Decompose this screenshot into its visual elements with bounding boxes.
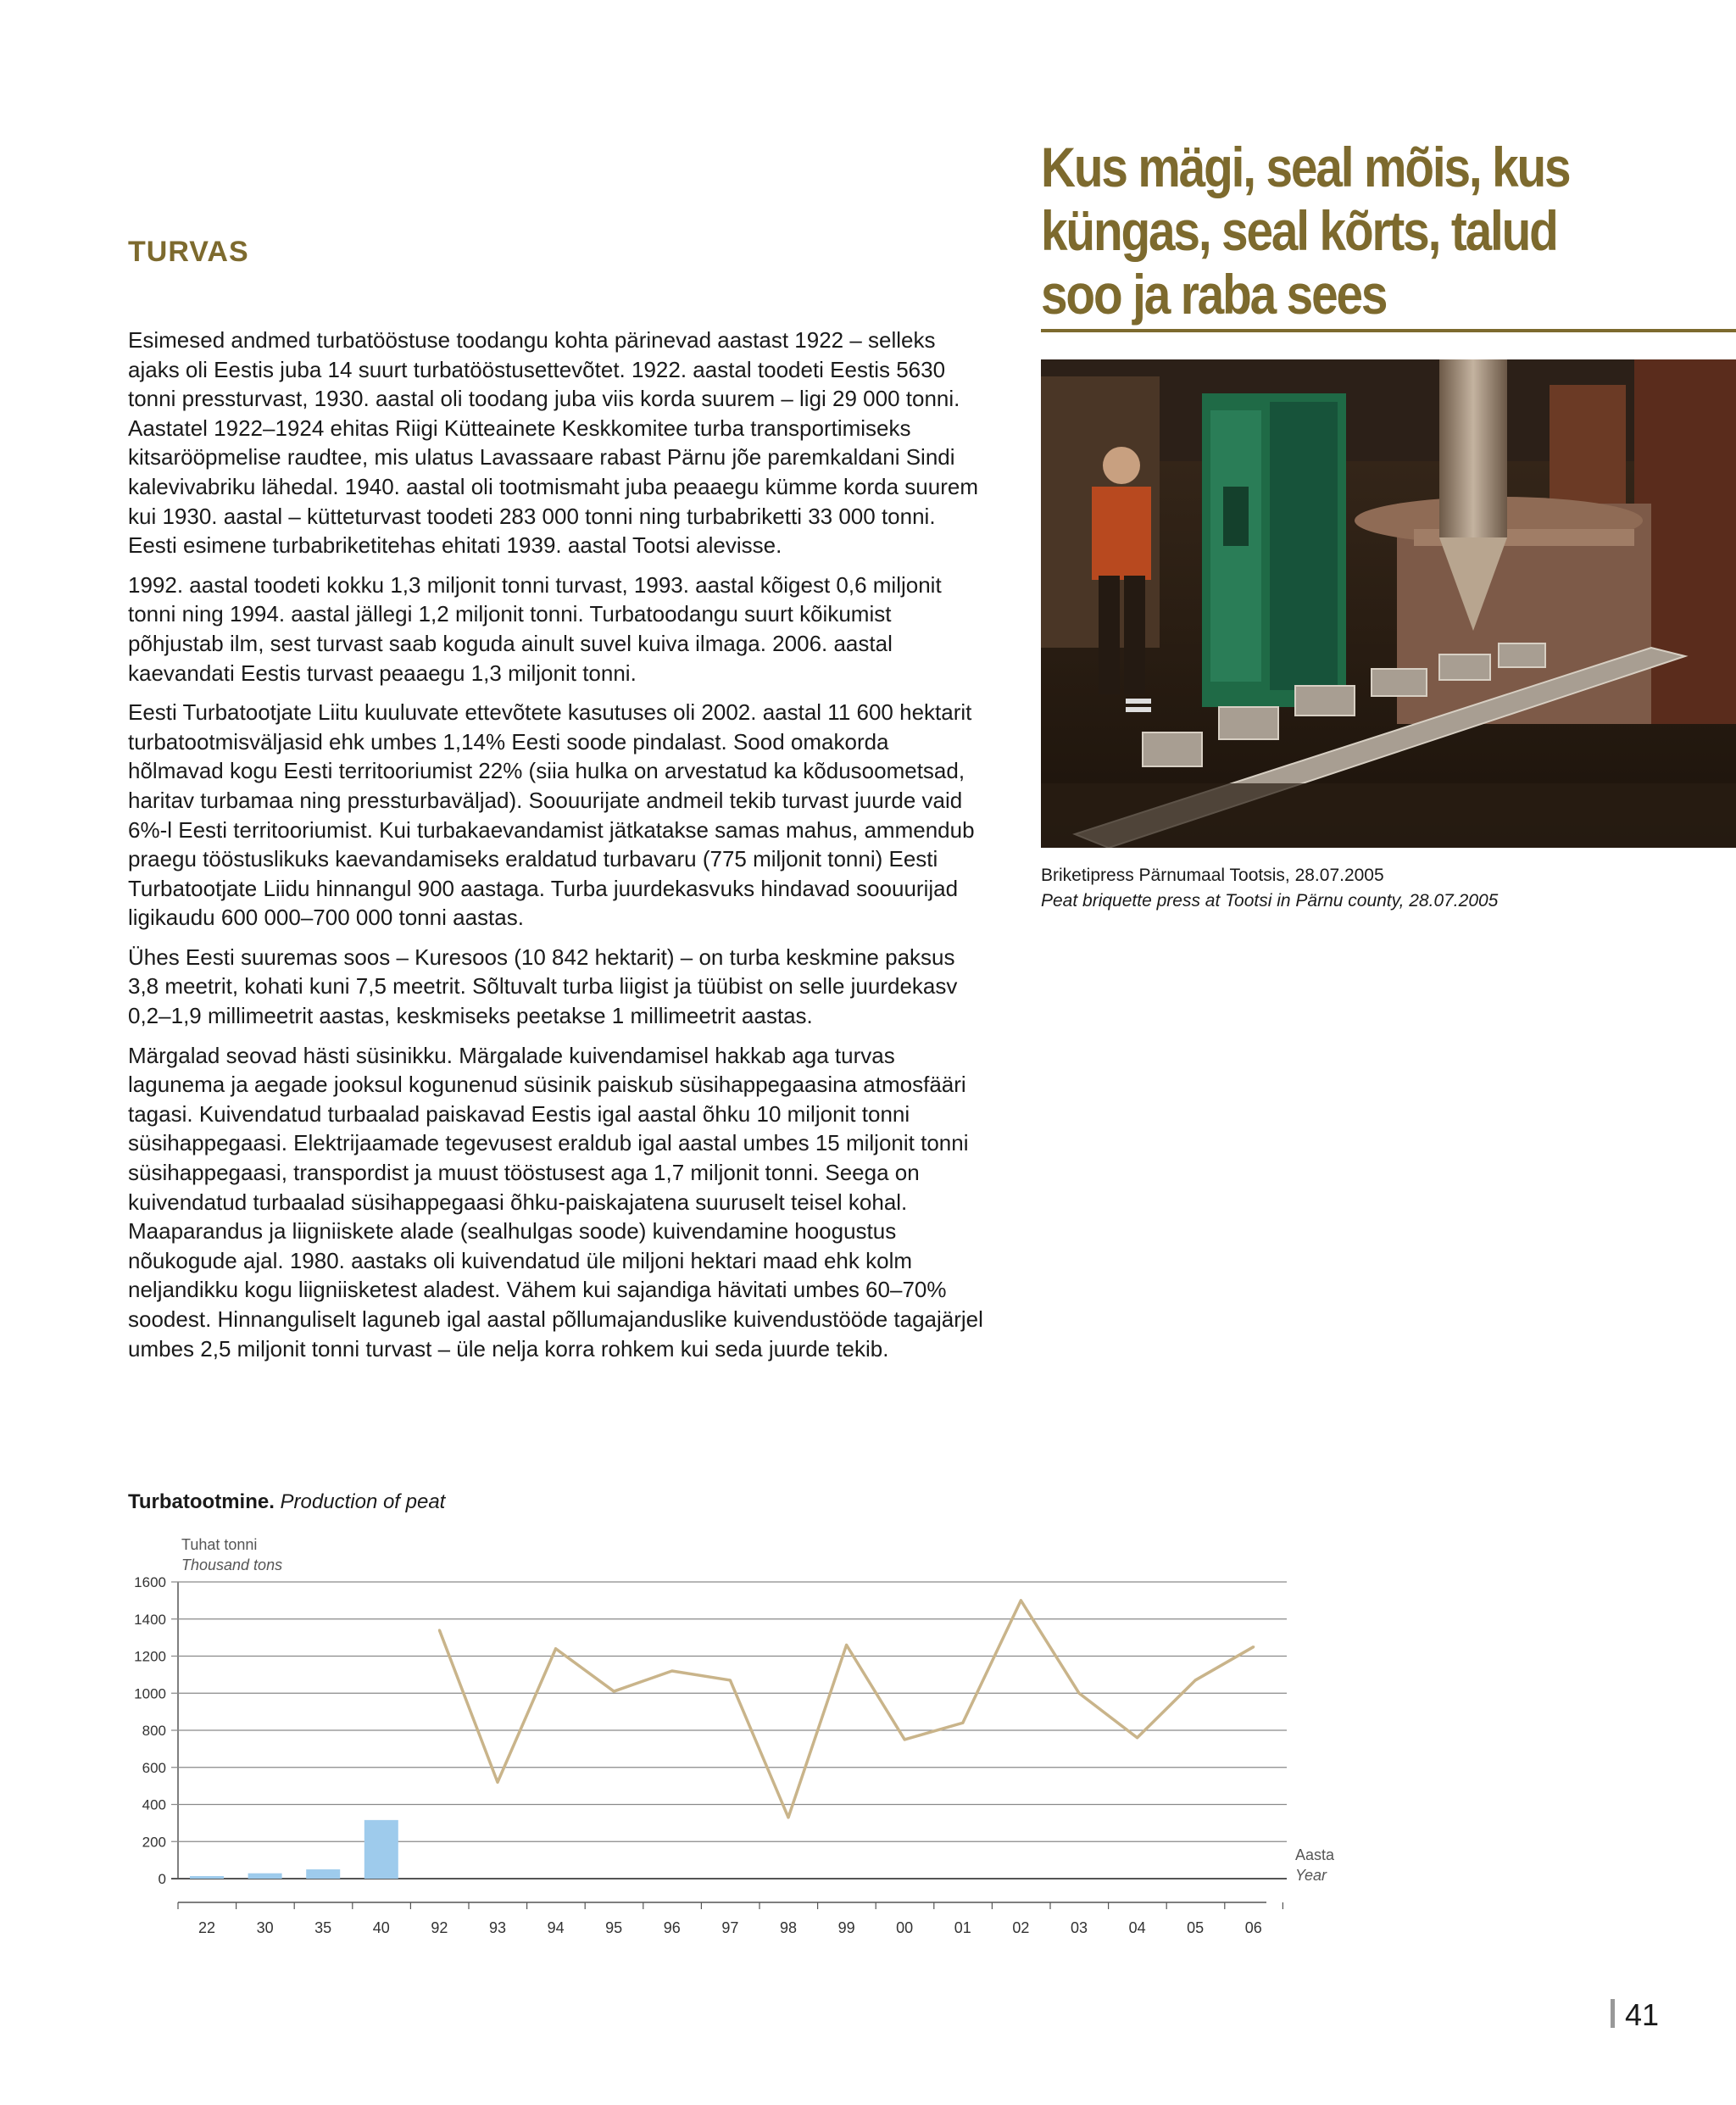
y-axis-label: Tuhat tonni [181, 1536, 258, 1553]
x-tick-label: 05 [1187, 1919, 1205, 1936]
x-axis-label-en: Year [1295, 1867, 1327, 1884]
x-tick-label: 04 [1128, 1919, 1146, 1936]
bar-22 [190, 1876, 224, 1879]
y-tick-label: 1000 [134, 1685, 166, 1702]
series-line [439, 1601, 1253, 1818]
y-axis-label-en: Thousand tons [181, 1556, 283, 1573]
caption-en: Peat briquette press at Tootsi in Pärnu county, 28.07.2005 [1041, 891, 1499, 910]
headline-rule [1041, 329, 1736, 332]
peat-production-chart [110, 1531, 1348, 1936]
headline: Kus mägi, seal mõis, kus küngas, seal kõrts, talud soo ja raba sees [1041, 136, 1570, 326]
chart-svg [110, 1531, 1348, 1936]
line-point-95 [613, 1690, 615, 1693]
x-tick-label: 03 [1070, 1919, 1088, 1936]
section-heading: TURVAS [128, 236, 249, 268]
x-tick-label: 95 [605, 1919, 623, 1936]
page-number-marker [1611, 1999, 1615, 2028]
x-tick-label: 22 [198, 1919, 216, 1936]
x-tick-label: 06 [1244, 1919, 1262, 1936]
y-tick-label: 1400 [134, 1611, 166, 1628]
x-tick-label: 01 [954, 1919, 971, 1936]
line-point-97 [729, 1679, 732, 1681]
paragraph: Märgalad seovad hästi süsinikku. Märgalade kuivendamisel hakkab aga turvas lagunema ja aegade jooksul kogunenud süsinik paiskub süsihappegaasina atmosfääri tagasi. Kuivendatud turbaalad paiskavad Eestis igal aastal õhku 10 miljonit tonni süsihappegaasi. Elektrijaamade tegevusest eraldub igal aastal umbes 15 miljonit tonni süsihappegaasi, transpordist ja muust tööstusest aga 1,7 miljonit tonni. Seega on kuivendatud turbaalad süsihappegaasi õhku-paiskajatena suuruselt teisel kohal. Maaparandus ja liigniiskete alade (sealhulgas soode) kuivendamine hoogustus nõukogude ajal. 1980. aastaks oli kuivendatud üle miljoni hektari maad ehk kolm neljandikku kogu liigniisketest aladest. Vähem kui sajandiga hävitati umbes 60–70% soodest. Hinnanguliselt laguneb igal aastal põllumajanduslike kuivendustööde tagajärjel umbes 2,5 miljonit tonni turvast – üle nelja korra rohkem kui seda juurde tekib. [128, 1042, 983, 1362]
chart-title-et: Turbatootmine. [128, 1490, 275, 1513]
bar-40 [364, 1820, 398, 1879]
line-point-93 [497, 1781, 499, 1784]
y-tick-label: 200 [142, 1834, 166, 1851]
x-tick-label: 99 [837, 1919, 855, 1936]
paragraph: 1992. aastal toodeti kokku 1,3 miljonit tonni turvast, 1993. aastal kõigest 0,6 miljonit tonni ning 1994. aastal jällegi 1,2 miljonit tonni. Turbatoodangu suurt kõikumist põhjustab ilm, sest turvast saab koguda ainult suvel kuiva ilmaga. 2006. aastal kaevandati Eestis turvast peaaegu 1,3 miljonit tonni. [128, 571, 942, 686]
line-point-98 [787, 1816, 790, 1818]
photo-caption [1041, 863, 1736, 914]
chart-title-en: Production of peat [280, 1490, 446, 1513]
x-tick-label: 98 [779, 1919, 798, 1936]
paragraph: Ühes Eesti suuremas soos – Kuresoos (10 842 hektarit) – on turba keskmine paksus 3,8 meetrit, kohati kuni 7,5 meetrit. Sõltuvalt turba liigist ja tüübist on selle juurdekasv 0,2–1,9 millimeetrit aastas, keskmiseks peetakse 1 millimeetrit aastas. [128, 944, 958, 1029]
y-tick-label: 800 [142, 1723, 166, 1739]
briquette-press-photo [1041, 359, 1736, 848]
line-point-96 [670, 1670, 673, 1673]
line-point-99 [845, 1644, 848, 1646]
y-tick-label: 600 [142, 1759, 166, 1776]
y-tick-label: 400 [142, 1796, 166, 1813]
caption-et: Briketipress Pärnumaal Tootsis, 28.07.2005 [1041, 866, 1384, 885]
line-point-05 [1194, 1679, 1197, 1681]
y-tick-label: 1200 [134, 1648, 166, 1665]
x-tick-label: 92 [431, 1919, 448, 1936]
x-tick-label: 40 [372, 1919, 390, 1936]
x-tick-label: 96 [663, 1919, 681, 1936]
bar-30 [248, 1874, 282, 1879]
x-axis-label: Aasta [1295, 1846, 1335, 1863]
line-point-03 [1078, 1692, 1081, 1695]
x-tick-label: 97 [721, 1919, 739, 1936]
x-tick-label: 35 [314, 1919, 332, 1936]
bar-35 [306, 1869, 340, 1879]
line-point-04 [1136, 1736, 1138, 1739]
x-tick-label: 93 [488, 1919, 507, 1936]
line-point-94 [554, 1647, 557, 1650]
article-body [128, 326, 984, 1373]
line-point-00 [904, 1738, 906, 1740]
line-point-06 [1252, 1646, 1255, 1648]
y-tick-label: 1600 [134, 1574, 166, 1590]
x-tick-label: 30 [256, 1919, 274, 1936]
line-point-01 [961, 1722, 964, 1724]
x-tick-label: 94 [547, 1919, 565, 1936]
x-tick-label: 00 [896, 1919, 914, 1936]
page-number [1611, 1997, 1659, 2033]
x-tick-label: 02 [1012, 1919, 1030, 1936]
line-point-02 [1020, 1599, 1022, 1601]
line-point-92 [438, 1629, 441, 1631]
paragraph: Eesti Turbatootjate Liitu kuuluvate ettevõtete kasutuses oli 2002. aastal 11 600 hektarit turbatootmisväljasid ehk umbes 1,14% Eesti soode pindalast. Sood omakorda hõlmavad kogu Eesti territooriumist 22% (siia hulka on arvestatud ka kõdusoometsad, haritav turbamaa ning pressturbaväljad). Soouurijate andmeil tekib turvast juurde vaid 6%-l Eesti territooriumist. Kui turbakaevandamist jätkatakse samas mahus, ammendub praegu tööstuslikuks kaevandamiseks eraldatud turbavaru (775 miljonit tonni) Eesti Turbatootjate Liidu hinnangul 900 aastaga. Turba juurdekasvuks hindavad soouurijad ligikaudu 600 000–700 000 tonni aastas. [128, 699, 975, 931]
paragraph: Esimesed andmed turbatööstuse toodangu kohta pärinevad aastast 1922 – selleks ajaks oli Eestis juba 14 suurt turbatööstusettevõtet. 1922. aastal toodeti Eestis 5630 tonni pressturvast, 1930. aastal oli toodang juba viis korda suurem – ligi 29 000 tonni. Aastatel 1922–1924 ehitas Riigi Kütteainete Keskkomitee turba transportimiseks kitsarööpmelise raudtee, mis ulatus Lavassaare rabast Pärnu jõe paremkaldani Sindi kalevivabriku lähedal. 1940. aastal oli tootmismaht juba peaaegu kümme korda suurem kui 1930. aastal – kütteturvast toodeti 283 000 tonni ning turbabriketti 33 000 tonni. Eesti esimene turbabriketitehas ehitati 1939. aastal Tootsi alevisse. [128, 327, 979, 559]
chart-title [128, 1490, 445, 1514]
page-number-value: 41 [1625, 1997, 1660, 2032]
y-tick-label: 0 [158, 1871, 166, 1887]
